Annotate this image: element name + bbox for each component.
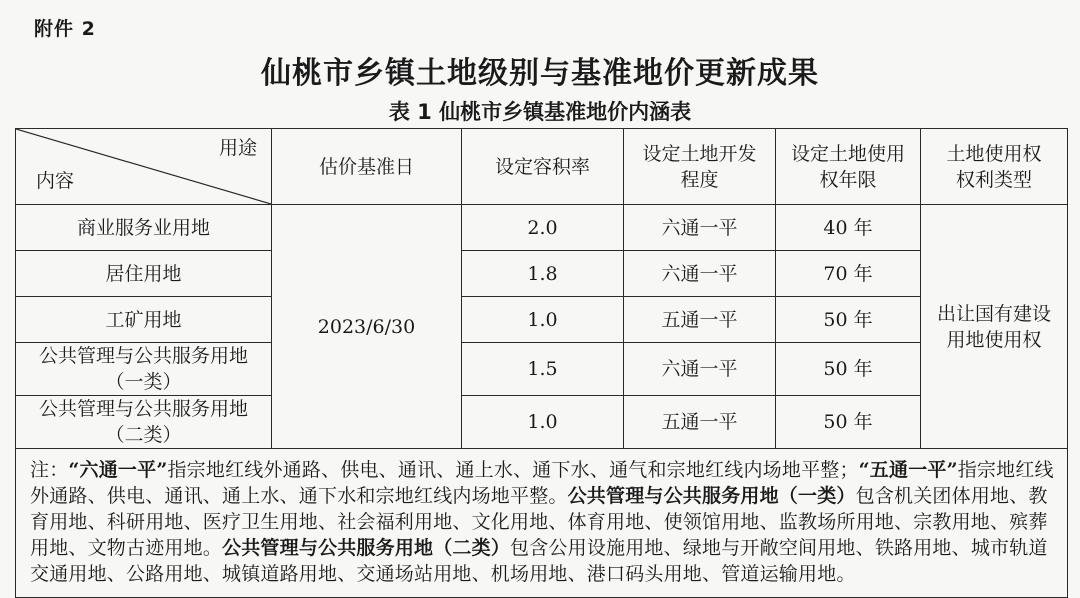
right-type-cell: 出让国有建设 用地使用权 bbox=[921, 205, 1068, 449]
diagonal-header-cell bbox=[16, 129, 272, 205]
table-note: 注：“六通一平”指宗地红线外通路、供电、通讯、通上水、通下水、通气和宗地红线内场地平整；“五通一平”指宗地红线外通路、供电、通讯、通上水、通下水和宗地红线内场地平整。公共管理与公共服务用地（一类）包含机关团体用地、教育用地、科研用地、医疗卫生用地、社会福利用地、文化用地、体育用地、使领馆用地、监教场所用地、宗教用地、殡葬用地、文物古迹用地。公共管理与公共服务用地（二类）包含公用设施用地、绿地与开敞空间用地、铁路用地、城市轨道交通用地、公路用地、城镇道路用地、交通场站用地、机场用地、港口码头用地、管道运输用地。 bbox=[16, 449, 1068, 598]
term-cell: 50 年 bbox=[776, 297, 921, 343]
development-cell: 六通一平 bbox=[624, 251, 776, 297]
header-development: 设定土地开发 程度 bbox=[624, 129, 776, 205]
land-use-cell: 商业服务业用地 bbox=[16, 205, 272, 251]
table-row bbox=[16, 396, 1068, 449]
table-row bbox=[16, 297, 1068, 343]
header-plot-ratio: 设定容积率 bbox=[462, 129, 624, 205]
header-right-type: 土地使用权 权利类型 bbox=[921, 129, 1068, 205]
land-use-cell: 居住用地 bbox=[16, 251, 272, 297]
plot-ratio-cell: 1.0 bbox=[462, 297, 624, 343]
header-use-label: 用途 bbox=[218, 137, 257, 159]
development-cell: 五通一平 bbox=[624, 396, 776, 449]
development-cell: 六通一平 bbox=[624, 343, 776, 396]
attachment-label: 附件 2 bbox=[34, 18, 96, 40]
table-row bbox=[16, 251, 1068, 297]
table-row bbox=[16, 343, 1068, 396]
page-title: 仙桃市乡镇土地级别与基准地价更新成果 bbox=[261, 56, 819, 91]
header-term: 设定土地使用 权年限 bbox=[776, 129, 921, 205]
header-content-label: 内容 bbox=[36, 170, 75, 192]
valuation-date-cell: 2023/6/30 bbox=[272, 205, 462, 449]
term-cell: 40 年 bbox=[776, 205, 921, 251]
header-row bbox=[16, 129, 1068, 205]
plot-ratio-cell: 1.5 bbox=[462, 343, 624, 396]
header-valuation-date: 估价基准日 bbox=[272, 129, 462, 205]
table-row bbox=[16, 205, 1068, 251]
note-row bbox=[16, 449, 1068, 598]
plot-ratio-cell: 1.8 bbox=[462, 251, 624, 297]
term-cell: 50 年 bbox=[776, 343, 921, 396]
land-use-cell: 公共管理与公共服务用地 （一类） bbox=[16, 343, 272, 396]
term-cell: 70 年 bbox=[776, 251, 921, 297]
land-use-cell: 工矿用地 bbox=[16, 297, 272, 343]
plot-ratio-cell: 2.0 bbox=[462, 205, 624, 251]
plot-ratio-cell: 1.0 bbox=[462, 396, 624, 449]
land-price-table bbox=[15, 128, 1068, 598]
land-use-cell: 公共管理与公共服务用地 （二类） bbox=[16, 396, 272, 449]
table-title: 表 1 仙桃市乡镇基准地价内涵表 bbox=[388, 100, 692, 124]
development-cell: 五通一平 bbox=[624, 297, 776, 343]
development-cell: 六通一平 bbox=[624, 205, 776, 251]
term-cell: 50 年 bbox=[776, 396, 921, 449]
